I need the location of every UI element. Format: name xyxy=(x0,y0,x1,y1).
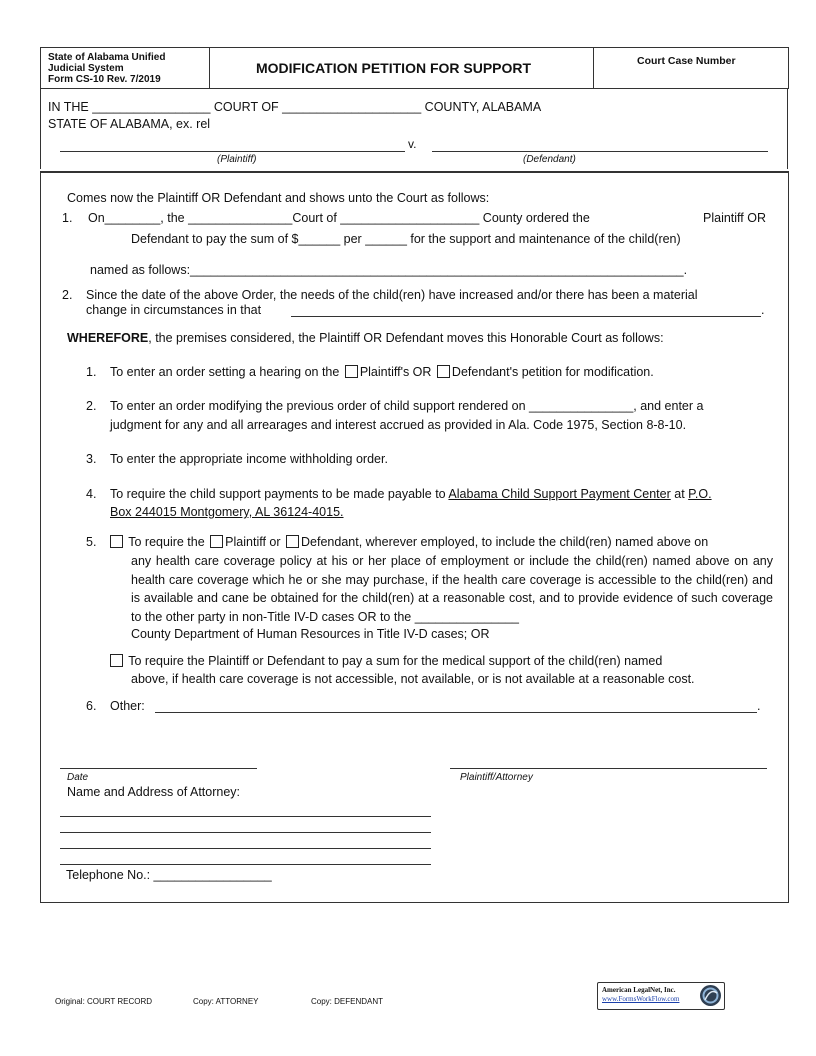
intro-statement: Comes now the Plaintiff OR Defendant and shows unto the Court as follows: xyxy=(67,191,490,205)
plaintiff-coverage-checkbox[interactable] xyxy=(210,535,223,548)
relief-4-number: 4. xyxy=(86,487,97,501)
item-1-plaintiff-or: Plaintiff OR xyxy=(703,211,766,225)
item-1-line1[interactable]: On________, the _______________Court of ____________________ County ordered the xyxy=(88,211,590,225)
wherefore-keyword: WHEREFORE xyxy=(67,331,149,345)
distribution-copy-defendant: Copy: DEFENDANT xyxy=(311,997,384,1006)
judicial-system-line2: Judicial System xyxy=(48,63,124,74)
relief-4-at: at xyxy=(674,487,685,501)
form-number: Form CS-10 Rev. 7/2019 xyxy=(48,74,161,85)
attorney-address-line-4[interactable] xyxy=(60,864,431,865)
relief-5b-line2: above, if health care coverage is not accessible, not available, or is not available at a reasonable cost. xyxy=(131,672,695,686)
form-identity-cell xyxy=(41,48,210,88)
form-header xyxy=(40,47,789,89)
relief-5-part-b: Plaintiff or xyxy=(225,535,281,549)
caption-border-right xyxy=(787,88,788,169)
court-caption-line[interactable]: IN THE _________________ COURT OF ____________________ COUNTY, ALABAMA xyxy=(48,100,542,114)
attorney-address-line-2[interactable] xyxy=(60,832,431,833)
relief-1-part-b: Plaintiff's OR xyxy=(359,365,432,379)
item-2-period: . xyxy=(761,303,765,317)
item-1-line2[interactable]: Defendant to pay the sum of $______ per ______ for the support and maintenance of the child(ren) xyxy=(131,232,681,246)
item-1-number: 1. xyxy=(62,211,73,225)
relief-1-text xyxy=(110,365,654,379)
plaintiff-caption-label: (Plaintiff) xyxy=(217,154,257,165)
state-ex-rel: STATE OF ALABAMA, ex. rel xyxy=(48,117,211,131)
case-number-cell[interactable] xyxy=(593,48,789,88)
other-label: Other: xyxy=(110,699,145,713)
defendant-petition-checkbox[interactable] xyxy=(437,365,450,378)
defendant-caption-label: (Defendant) xyxy=(523,154,576,165)
payment-center-address: Box 244015 Montgomery, AL 36124-4015. xyxy=(110,505,344,519)
globe-icon xyxy=(699,984,722,1007)
distribution-copy-attorney: Copy: ATTORNEY xyxy=(193,997,259,1006)
relief-5b-text: To require the Plaintiff or Defendant to pay a sum for the medical support of the child(ren) named xyxy=(128,654,663,668)
distribution-original: Original: COURT RECORD xyxy=(55,997,153,1006)
defendant-name-line[interactable] xyxy=(432,151,768,152)
date-label: Date xyxy=(67,772,89,783)
versus-label: v. xyxy=(408,137,417,151)
judicial-system-line1: State of Alabama Unified xyxy=(48,52,166,63)
medical-support-checkbox[interactable] xyxy=(110,654,123,667)
relief-2-line2: judgment for any and all arrearages and interest accrued as provided in Ala. Code 1975, Section 8-8-10. xyxy=(110,418,687,432)
publisher-logo[interactable] xyxy=(597,982,725,1010)
caption-border-left xyxy=(40,88,41,169)
relief-1-part-c: Defendant's petition for modification. xyxy=(451,365,654,379)
relief-2-number: 2. xyxy=(86,399,97,413)
relief-4-part-a: To require the child support payments to be made payable to xyxy=(110,487,446,501)
case-number-label: Court Case Number xyxy=(637,55,736,67)
relief-3-text: To enter the appropriate income withholding order. xyxy=(110,452,388,466)
relief-1-part-a: To enter an order setting a hearing on the xyxy=(110,365,340,379)
item-1-children-named[interactable]: named as follows:_______________________________________________________________________. xyxy=(90,263,688,277)
telephone-field[interactable]: Telephone No.: _________________ xyxy=(66,868,272,882)
relief-5-part-a: To require the xyxy=(128,535,205,549)
plaintiff-attorney-label: Plaintiff/Attorney xyxy=(460,772,533,783)
relief-3-number: 3. xyxy=(86,452,97,466)
relief-6-number: 6. xyxy=(86,699,97,713)
relief-1-number: 1. xyxy=(86,365,97,379)
payment-center-name: Alabama Child Support Payment Center xyxy=(448,487,671,501)
wherefore-clause xyxy=(67,331,664,345)
defendant-coverage-checkbox[interactable] xyxy=(286,535,299,548)
date-signature-line[interactable] xyxy=(60,768,257,769)
relief-5-body[interactable]: any health care coverage policy at his or her place of employment or include the child(ren) named above on any health care coverage which he or she may purchase, if the health care coverage is accessible to the child(ren) and is available and cane be obtained for the child(ren) at a reasonable cost, and to provide evidence of such coverage to the other party in non-Title IV-D cases OR to the _______________ xyxy=(131,554,773,624)
relief-5-line1 xyxy=(108,535,708,549)
item-2-line2: change in circumstances in that xyxy=(86,303,262,317)
po-label: P.O. xyxy=(688,487,712,501)
relief-5b-line1 xyxy=(108,654,662,668)
wherefore-text: , the premises considered, the Plaintiff OR Defendant moves this Honorable Court as follows: xyxy=(148,331,664,345)
plaintiff-petition-checkbox[interactable] xyxy=(345,365,358,378)
plaintiff-name-line[interactable] xyxy=(60,151,405,152)
relief-5-last-line: County Department of Human Resources in Title IV-D cases; OR xyxy=(131,627,490,641)
publisher-url[interactable]: www.FormsWorkFlow.com xyxy=(602,995,680,1003)
change-circumstances-line[interactable] xyxy=(291,316,761,317)
relief-4-line1 xyxy=(110,487,712,501)
item-2-number: 2. xyxy=(62,288,73,302)
item-2-line1: Since the date of the above Order, the needs of the child(ren) have increased and/or there has been a material xyxy=(86,288,698,302)
publisher-name: American LegalNet, Inc. xyxy=(602,986,676,994)
relief-5-number: 5. xyxy=(86,535,97,549)
health-coverage-checkbox[interactable] xyxy=(110,535,123,548)
other-period: . xyxy=(757,699,761,713)
other-relief-line[interactable] xyxy=(155,712,757,713)
plaintiff-attorney-signature-line[interactable] xyxy=(450,768,767,769)
attorney-address-line-3[interactable] xyxy=(60,848,431,849)
form-title: MODIFICATION PETITION FOR SUPPORT xyxy=(256,60,532,76)
relief-5-part-c: Defendant, wherever employed, to include the child(ren) named above on xyxy=(301,535,709,549)
attorney-address-line-1[interactable] xyxy=(60,816,431,817)
relief-2-line1[interactable]: To enter an order modifying the previous order of child support rendered on _______________, and enter a xyxy=(110,399,704,413)
attorney-name-address-label: Name and Address of Attorney: xyxy=(67,785,241,799)
